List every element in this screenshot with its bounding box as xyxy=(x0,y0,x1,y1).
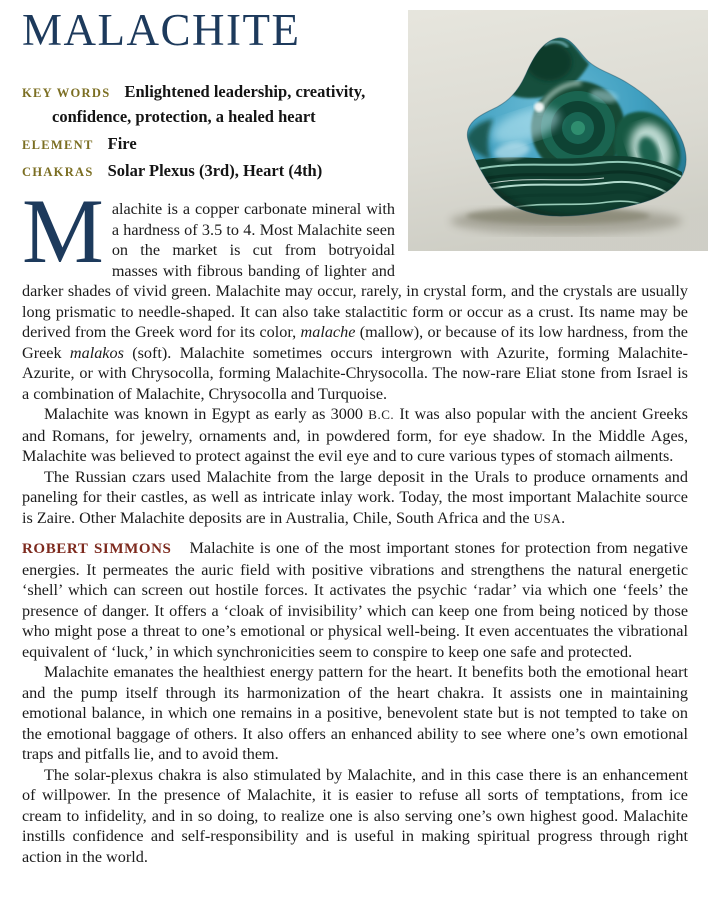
property-row-element xyxy=(22,132,402,157)
paragraph xyxy=(22,538,688,662)
text-segment: (soft). Malachite sometimes occurs intergrown with Azurite, forming Malachite-Azurite, or with Chrysocolla, forming Malachite-Chrysocolla. The now-rare Eliat stone from Israel is a combination of Malachite, Chrysocolla and Turquoise. xyxy=(22,343,688,403)
drop-cap: M xyxy=(22,180,104,282)
text-segment: alachite is a copper carbonate mineral with a hardness of 3.5 to 4. Most Malachite seen on the market is cut from botryoidal masses with fibrous banding of lighter and darker shades of vivid green. Malachite may occur, rarely, in crystal form, and the crystals are usually long prismatic to needle-shaped. It can also take stalactitic form or occur as a crust. Its name may be derived from the Greek word for its color, xyxy=(22,200,688,341)
key-words-value: Enlightened leadership, creativity, confidence, protection, a healed heart xyxy=(52,82,366,126)
paragraph xyxy=(22,765,688,868)
author-section xyxy=(22,538,688,867)
element-label: ELEMENT xyxy=(22,138,94,152)
chakras-label: CHAKRAS xyxy=(22,165,94,179)
text-segment: Malachite emanates the healthiest energy pattern for the heart. It benefits both the emotional heart and the pump itself through its harmonization of the heart chakra. It assists one in maintaining emotional balance, in which one remains in a positive, benevolent state but is not tempted to take on the emotional baggage of others. It also offers an enhanced ability to see where one’s own emotional traps and pitfalls lie, and to avoid them. xyxy=(22,663,688,763)
chakras-value: Solar Plexus (3rd), Heart (4th) xyxy=(107,161,323,180)
text-segment: Malachite was known in Egypt as early as 3000 xyxy=(44,405,369,423)
property-row-chakras xyxy=(22,159,402,184)
text-segment-smallcaps: USA xyxy=(533,510,562,526)
page-title: MALACHITE xyxy=(22,5,301,55)
text-segment: . xyxy=(561,508,566,527)
paragraph xyxy=(22,662,688,765)
key-words-label: KEY WORDS xyxy=(22,86,111,100)
text-segment: Malachite is one of the most important stones for protection from negative energies. It permeates the auric field with positive vibrations and strengthens the natural energetic ‘shell’ which can screen out hostile forces. It activates the psychic ‘radar’ via which one ‘feels’ the presence of danger. It offers a ‘cloak of invisibility’ which can keep one from being noticed by those who might pose a threat to one’s emotional or physical well-being. It even accentuates the vibrational equivalent of ‘luck,’ in which synchronicities seem to conspire to keep one safe and protected. xyxy=(22,539,688,661)
text-segment: It was also popular with the ancient Greeks and Romans, for jewelry, ornaments and, in powdered form, for eye shadow. In the Middle Ages, Malachite was believed to protect against the evil eye and to cure various types of stomach ailments. xyxy=(22,405,688,465)
text-segment: The Russian czars used Malachite from the large deposit in the Urals to produce ornaments and paneling for their castles, as well as intricate inlay work. Today, the most important Malachite source is Zaire. Other Malachite deposits are in Australia, Chile, South Africa and the xyxy=(22,467,688,527)
text-segment-italic: malakos xyxy=(69,343,124,362)
paragraph xyxy=(22,404,688,467)
malachite-photo xyxy=(408,10,708,251)
text-segment-smallcaps: B.C. xyxy=(368,407,395,422)
malachite-stone-illustration xyxy=(408,10,708,251)
text-segment-italic: malache xyxy=(300,323,356,341)
paragraph xyxy=(22,467,688,530)
property-row-key-words xyxy=(22,80,402,130)
author-name-label: ROBERT SIMMONS xyxy=(22,541,172,557)
text-segment: The solar-plexus chakra is also stimulated by Malachite, and in this case there is an enhancement of willpower. In the presence of Malachite, it is easier to refuse all sorts of temptations, from ice cream to infidelity, and in so doing, to realize one is also serving one’s own highest good. Malachite instills confidence and self-responsibility and is useful in making spiritual progress through right action in the world. xyxy=(22,765,688,866)
element-value: Fire xyxy=(107,134,137,153)
text-segment: (mallow), or because of its low hardness, from the Greek xyxy=(22,323,688,362)
